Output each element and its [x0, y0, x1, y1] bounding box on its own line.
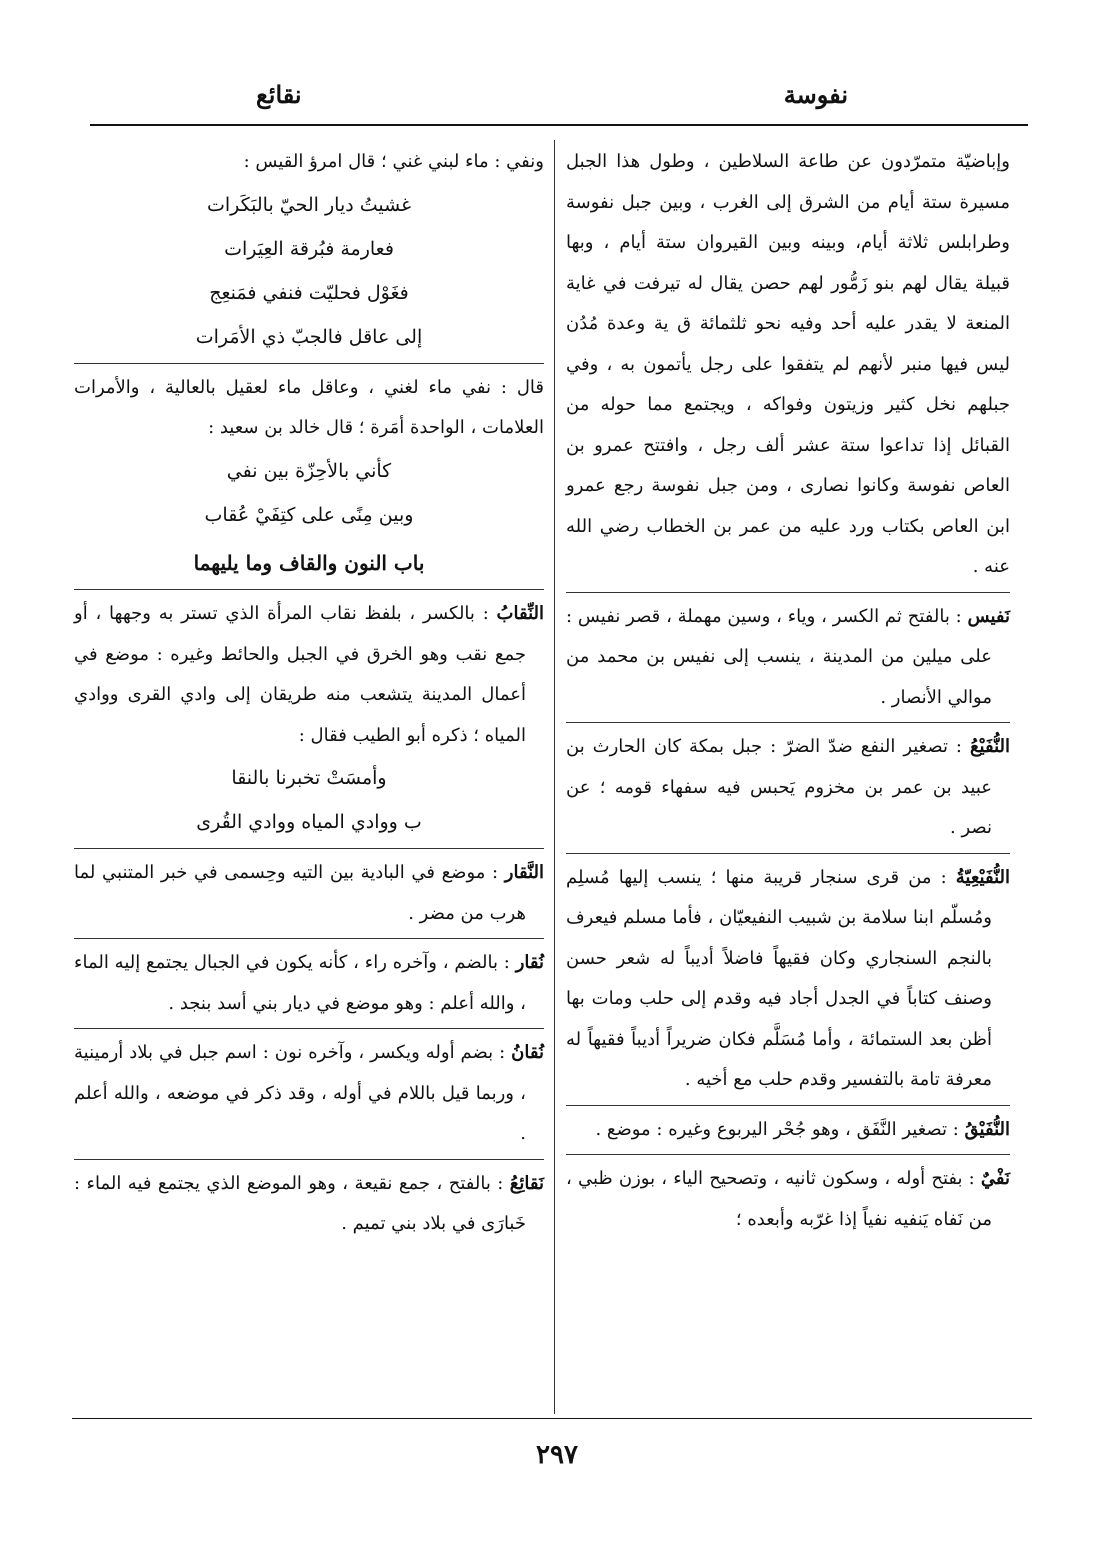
entry-niqab — [74, 594, 544, 756]
headword: النُّفَيْعِيّةُ — [955, 866, 1010, 888]
entry-separator — [566, 853, 1010, 854]
entry-text: : من قرى سنجار قريبة منها ؛ ينسب إليها مُسلِم ومُسلّم ابنا سلامة بن شبيب النفيعيّان ، فأما مسلم فيعرف بالنجم السنجاري وكان فقيهاً فاضلاً أديباً له شعر حسن وصنف كتاباً في الجدل أجاد فيه وقدم إلى حلب ومات بها أظن بعد الستمائة ، وأما مُسَلَّم فكان ضريراً أديباً فقيهاً له معرفة تامة بالتفسير وقدم حلب مع أخيه . — [566, 866, 992, 1090]
verse-line: فغَوْل فحليّت فنفي فمَنعِج — [209, 281, 409, 304]
entry-text: : بالفتح ثم الكسر ، وياء ، وسين مهملة ، قصر نفيس : على ميلين من المدينة ، ينسب إلى نفيس بن محمد من موالي الأنصار . — [566, 605, 992, 708]
poem-khalid-ibn-said — [74, 449, 544, 537]
headword: النِّقابُ — [496, 603, 544, 624]
explanation-paragraph: قال : نفي ماء لغني ، وعاقل ماء لعقيل بالعالية ، والأمرات العلامات ، الواحدة أمَرة ؛ قال خالد بن سعيد : — [74, 376, 544, 438]
headword: نُقار — [515, 952, 544, 973]
entry-text: : بفتح أوله ، وسكون ثانيه ، وتصحيح الياء ، بوزن ظبي ، من نَفاه يَنفيه نفياً إذا غرّبه وأبعده ؛ — [566, 1168, 992, 1230]
headword: النُّفَيْقُ — [964, 1118, 1010, 1140]
entry-separator — [74, 1028, 544, 1029]
entry-separator — [74, 938, 544, 939]
page-number: ٢٩٧ — [536, 1440, 578, 1470]
entry-text: : بالضم ، وآخره راء ، كأنه يكون في الجبال يجتمع إليه الماء ، والله أعلم : وهو موضع في ديار بني أسد بنجد . — [74, 952, 526, 1014]
right-column — [566, 142, 1010, 1240]
entry-text: : بضم أوله ويكسر ، وآخره نون : اسم جبل في بلاد أرمينية ، وربما قيل باللام في أوله ، وقد ذكر في موضعه ، والله أعلم . — [74, 1042, 526, 1144]
verse-line: غشيتُ ديار الحيّ بالبَكَرات — [206, 193, 412, 216]
headword: نَقائِعُ — [509, 1172, 544, 1194]
verse-line: ب ووادي المياه ووادي القُرى — [196, 811, 422, 833]
entry-text: : موضع في البادية بين التيه وحِسمى في خبر المتنبي لما هرب من مضر . — [74, 862, 526, 924]
footer-rule — [72, 1418, 1032, 1419]
entry-text: : بالكسر ، بلفظ نقاب المرأة الذي تستر به وجهها ، أو جمع نقب وهو الخرق في الجبل والحائط وغيره : موضع في أعمال المدينة يتشعب منه طريقان إلى وادي القرى ووادي المياه ؛ ذكره أبو الطيب فقال : — [74, 603, 526, 746]
intro-paragraph: وإباضيّة متمرّدون عن طاعة السلاطين ، وطول هذا الجبل مسيرة ستة أيام من الشرق إلى الغرب ، وبين جبل نفوسة وطرابلس ثلاثة أيام، وبينه وبين القيروان ستة أيام ، وبها قبيلة يقال لهم بنو زَمُّور لهم حصن يقال له تيرفت في غاية المنعة لا يقدر عليه أحد وفيه نحو ثلثمائة ق ية وعدة مُدُن ليس فيها منبر لأنهم لم يتفقوا على رجل يأتمون به ، وفي جبلهم نخل كثير وزيتون وفواكه ، ويجتمع مما حوله من القبائل إذا تداعوا ستة عشر ألف رجل ، وافتتح عمرو بن العاص نفوسة وكانوا نصارى ، ومن جبل نفوسة رجع عمرو ابن العاص بكتاب ورد عليه من عمر بن الخطاب رضي الله عنه . — [566, 151, 1010, 577]
entry-text: : تصغير النَّفَق ، وهو جُحْر اليربوع وغيره : موضع . — [595, 1118, 959, 1140]
entry-nufayq — [566, 1110, 1010, 1151]
left-column — [74, 142, 544, 1245]
entry-text: : بالفتح ، جمع نقيعة ، وهو الموضع الذي يجتمع فيه الماء : خَبارَى في بلاد بني تميم . — [74, 1172, 526, 1234]
column-divider — [554, 140, 555, 1414]
headword: نَفيس — [967, 605, 1010, 627]
entry-separator — [566, 722, 1010, 723]
entry-separator — [566, 1105, 1010, 1106]
entry-nafy — [566, 1159, 1010, 1240]
entry-text: : تصغير النفع ضدّ الضرّ : جبل بمكة كان الحارث بن عبيد بن عمر بن مخزوم يَحبس فيه سفهاء قومه ؛ عن نصر . — [566, 736, 992, 838]
entry-nufayiyya — [566, 858, 1010, 1101]
verse-line: كأني بالأحِزّة بين نفي — [226, 459, 392, 482]
entry-separator — [566, 592, 1010, 593]
entry-separator — [74, 848, 544, 849]
poem-mutanabbi — [74, 756, 544, 844]
chapter-title: باب النون والقاف وما يليهما — [193, 550, 425, 575]
running-header-right: نفوسة — [783, 80, 848, 109]
entry-separator — [74, 363, 544, 364]
headword: النَّقار — [504, 862, 544, 883]
entry-naqai — [74, 1164, 544, 1245]
entry-separator — [74, 589, 544, 590]
entry-nafis — [566, 597, 1010, 719]
entry-nufay — [566, 727, 1010, 849]
verse-line: إلى عاقل فالجبّ ذي الأمَرات — [195, 325, 423, 348]
headword: النُّفَيْعُ — [969, 736, 1010, 757]
entry-nuqar — [74, 943, 544, 1024]
entry-nuqan — [74, 1033, 544, 1155]
continuation-paragraph: ونفي : ماء لبني غني ؛ قال امرؤ القيس : — [243, 151, 544, 172]
header-rule — [90, 124, 1028, 126]
verse-line: فعارمة فبُرقة العِيَرات — [224, 237, 394, 260]
verse-line: وبين مِنًى على كتِفَيْ عُقاب — [204, 503, 414, 526]
headword: نُقانُ — [511, 1042, 544, 1063]
headword: نَفْيٌ — [980, 1168, 1010, 1189]
verse-line: وأمسَتْ تخبرنا بالنقا — [231, 767, 387, 789]
running-header-left: نقائع — [256, 80, 302, 109]
entry-separator — [566, 1154, 1010, 1155]
entry-alnaqqar — [74, 853, 544, 934]
entry-separator — [74, 1159, 544, 1160]
poem-imru-al-qays — [74, 183, 544, 359]
